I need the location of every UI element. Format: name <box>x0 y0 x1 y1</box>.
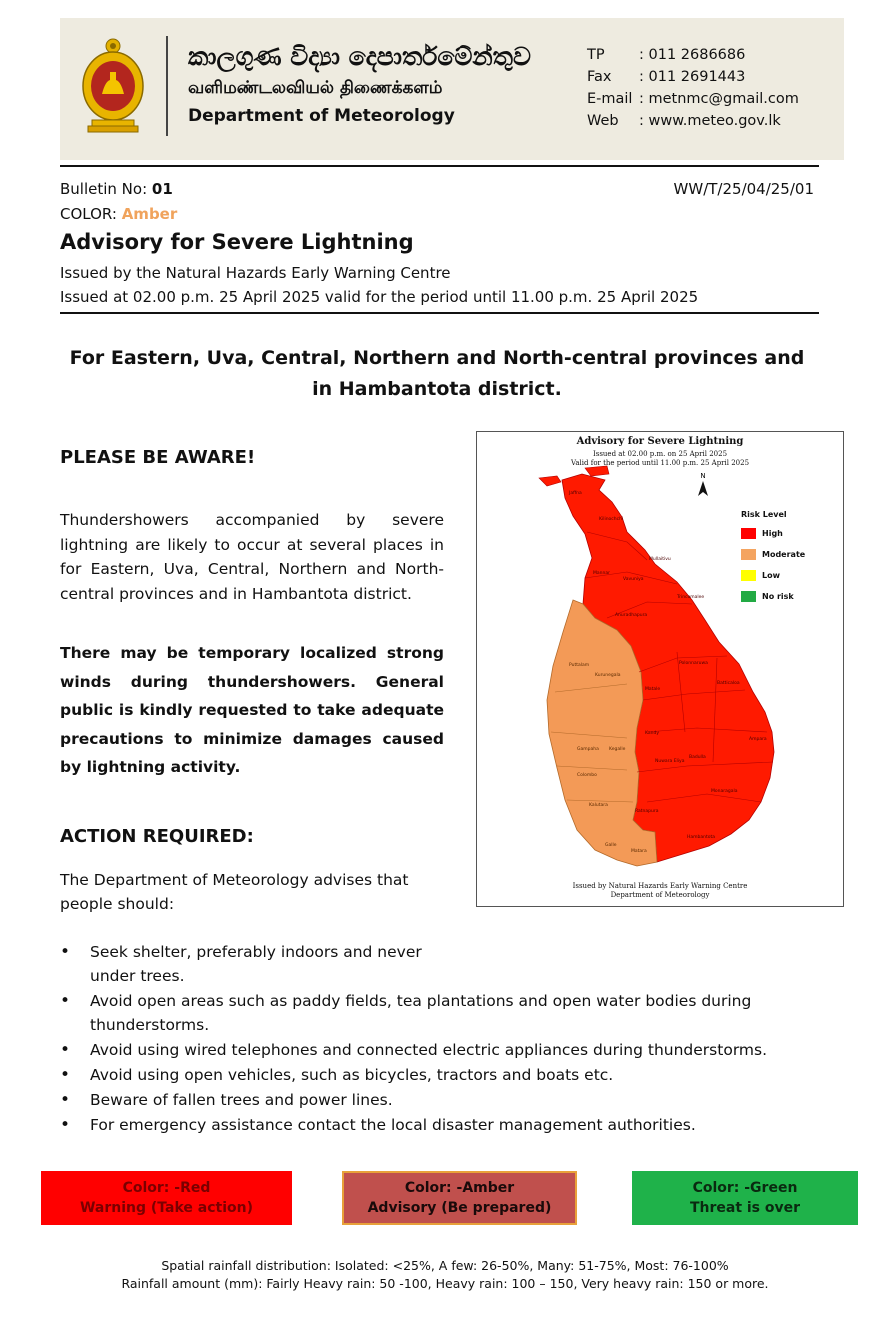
district-label: Kurunegala <box>595 673 621 678</box>
contact-key: Web <box>587 113 619 129</box>
map-legend <box>741 510 805 611</box>
color-code-title: Color: -Amber <box>404 1180 515 1196</box>
district-label: Galle <box>605 843 617 848</box>
org-name-english: Department of Meteorology <box>188 106 455 126</box>
org-name-sinhala: කාලගුණ විද්‍යා දෙපාර්තමේන්තුව <box>188 42 531 71</box>
district-label: Polonnaruwa <box>679 661 708 666</box>
color-code-green <box>632 1171 858 1225</box>
district-label: Kilinochchi <box>599 517 624 522</box>
legend-label: Low <box>762 571 780 580</box>
bulletin-number-value: 01 <box>151 180 173 198</box>
action-intro: The Department of Meteorology advises that people should: <box>60 871 409 913</box>
action-item: • Seek shelter, preferably indoors and never under trees. <box>60 940 470 988</box>
sri-lanka-map <box>477 432 843 906</box>
legend-swatch <box>741 591 756 602</box>
bulletin-number <box>60 180 173 198</box>
district-label: Ratnapura <box>635 809 659 814</box>
contact-key: Fax <box>587 69 612 85</box>
footer-spatial: Spatial rainfall distribution: Isolated: <25%, A few: 26-50%, Many: 51-75%, Most: 76-100% <box>161 1258 729 1273</box>
district-label: Kegalle <box>609 747 626 752</box>
legend-title: Risk Level <box>741 510 787 519</box>
contact-value: : 011 2691443 <box>639 69 746 85</box>
district-label: Ampara <box>749 737 767 742</box>
color-code-meaning: Threat is over <box>689 1200 801 1216</box>
footer-rainfall: Rainfall amount (mm): Fairly Heavy rain: 50 -100, Heavy rain: 100 – 150, Very heavy rain: 150 or more. <box>121 1276 769 1291</box>
issued-by: Issued by the Natural Hazards Early Warning Centre <box>60 264 451 282</box>
island-jaffna-west <box>539 476 561 486</box>
bulletin-color-value: Amber <box>121 205 178 223</box>
action-item: • Beware of fallen trees and power lines. <box>60 1088 820 1112</box>
contact-value: : 011 2686686 <box>639 47 746 63</box>
district-label: Nuwara Eliya <box>655 759 685 764</box>
action-item: • Avoid using wired telephones and connected electric appliances during thunderstorms. <box>60 1038 820 1062</box>
district-label: Matara <box>631 849 647 854</box>
aware-heading: PLEASE BE AWARE! <box>60 447 256 468</box>
title-rule <box>60 312 819 314</box>
district-label: Batticaloa <box>717 681 740 686</box>
action-heading: ACTION REQUIRED: <box>60 826 254 847</box>
district-label: Mullaitivu <box>649 557 671 562</box>
risk-map <box>476 431 844 907</box>
contact-row <box>587 110 799 132</box>
district-label: Colombo <box>577 773 597 778</box>
color-code-red <box>41 1171 292 1225</box>
action-list <box>60 940 820 1138</box>
legend-item-high <box>741 527 805 540</box>
north-arrow-icon <box>698 481 708 496</box>
color-code-meaning: Warning (Take action) <box>79 1200 254 1216</box>
contact-key: TP <box>587 47 605 63</box>
legend-label: No risk <box>762 592 794 601</box>
letterhead <box>60 18 844 160</box>
sri-lanka-emblem-icon <box>80 36 146 134</box>
legend-item-moderate <box>741 548 805 561</box>
map-footer-department: Department of Meteorology <box>610 891 710 899</box>
district-label: Anuradhapura <box>615 613 648 618</box>
winds-text: There may be temporary localized strong winds during thundershowers. General public is kindly requested to take adequate precautions to minimize damages caused by lightning activity. <box>60 644 444 776</box>
bulletin-color-label: COLOR: <box>60 205 122 223</box>
aware-text: Thundershowers accompanied by severe lightning are likely to occur at several places in for Eastern, Uva, Central, Northern and North-central provinces and in Hambantota district. <box>60 511 444 603</box>
legend-item-low <box>741 569 805 582</box>
action-item: • For emergency assistance contact the local disaster management authorities. <box>60 1113 820 1137</box>
district-label: Gampaha <box>577 747 599 752</box>
legend-label: High <box>762 529 783 538</box>
district-label: Kandy <box>645 731 660 736</box>
provinces-heading: For Eastern, Uva, Central, Northern and North-central provinces and in Hambantota district. <box>69 347 805 400</box>
district-label: Hambantota <box>687 835 716 840</box>
map-issued: Issued at 02.00 p.m. on 25 April 2025 <box>592 450 728 458</box>
color-code-title: Color: -Green <box>692 1180 798 1196</box>
color-code-title: Color: -Red <box>122 1180 211 1196</box>
contact-row <box>587 88 799 110</box>
contact-value[interactable]: : www.meteo.gov.lk <box>639 113 781 129</box>
issued-at: Issued at 02.00 p.m. 25 April 2025 valid for the period until 11.00 p.m. 25 April 2025 <box>60 288 699 306</box>
bulletin-number-label: Bulletin No: <box>60 180 152 198</box>
legend-swatch <box>741 549 756 560</box>
header-divider <box>166 36 168 136</box>
legend-swatch <box>741 528 756 539</box>
district-label: Mannar <box>593 571 610 576</box>
district-label: Puttalam <box>569 663 590 668</box>
district-label: Monaragala <box>711 789 738 794</box>
island-jaffna-north <box>585 466 609 476</box>
district-label: Badulla <box>689 755 706 760</box>
bulletin-title: Advisory for Severe Lightning <box>60 230 414 254</box>
contact-key: E-mail <box>587 91 633 107</box>
contact-row <box>587 66 799 88</box>
bulletin-reference: WW/T/25/04/25/01 <box>673 180 814 198</box>
color-code-meaning: Advisory (Be prepared) <box>367 1200 552 1216</box>
action-item: • Avoid open areas such as paddy fields, tea plantations and open water bodies during thunderstorms. <box>60 989 820 1037</box>
legend-item-no-risk <box>741 590 805 603</box>
color-code-amber <box>342 1171 577 1225</box>
legend-swatch <box>741 570 756 581</box>
contact-row <box>587 44 799 66</box>
district-label: Jaffna <box>569 491 582 496</box>
map-title: Advisory for Severe Lightning <box>576 436 744 447</box>
header-rule <box>60 165 819 167</box>
district-label: Kalutara <box>589 803 608 808</box>
contact-block <box>587 44 799 132</box>
map-valid: Valid for the period until 11.00 p.m. 25 April 2025 <box>570 459 750 467</box>
district-label: Vavuniya <box>623 577 644 582</box>
org-name-tamil: வளிமண்டலவியல் திணைக்களம் <box>188 78 443 98</box>
map-footer-issuer: Issued by Natural Hazards Early Warning Centre <box>572 882 748 890</box>
bulletin-color <box>60 205 177 223</box>
north-label: N <box>700 472 706 480</box>
legend-label: Moderate <box>762 550 806 559</box>
district-label: Matale <box>645 687 661 692</box>
district-label: Trincomalee <box>677 595 705 600</box>
contact-value[interactable]: : metnmc@gmail.com <box>639 91 799 107</box>
action-item: • Avoid using open vehicles, such as bicycles, tractors and boats etc. <box>60 1063 820 1087</box>
